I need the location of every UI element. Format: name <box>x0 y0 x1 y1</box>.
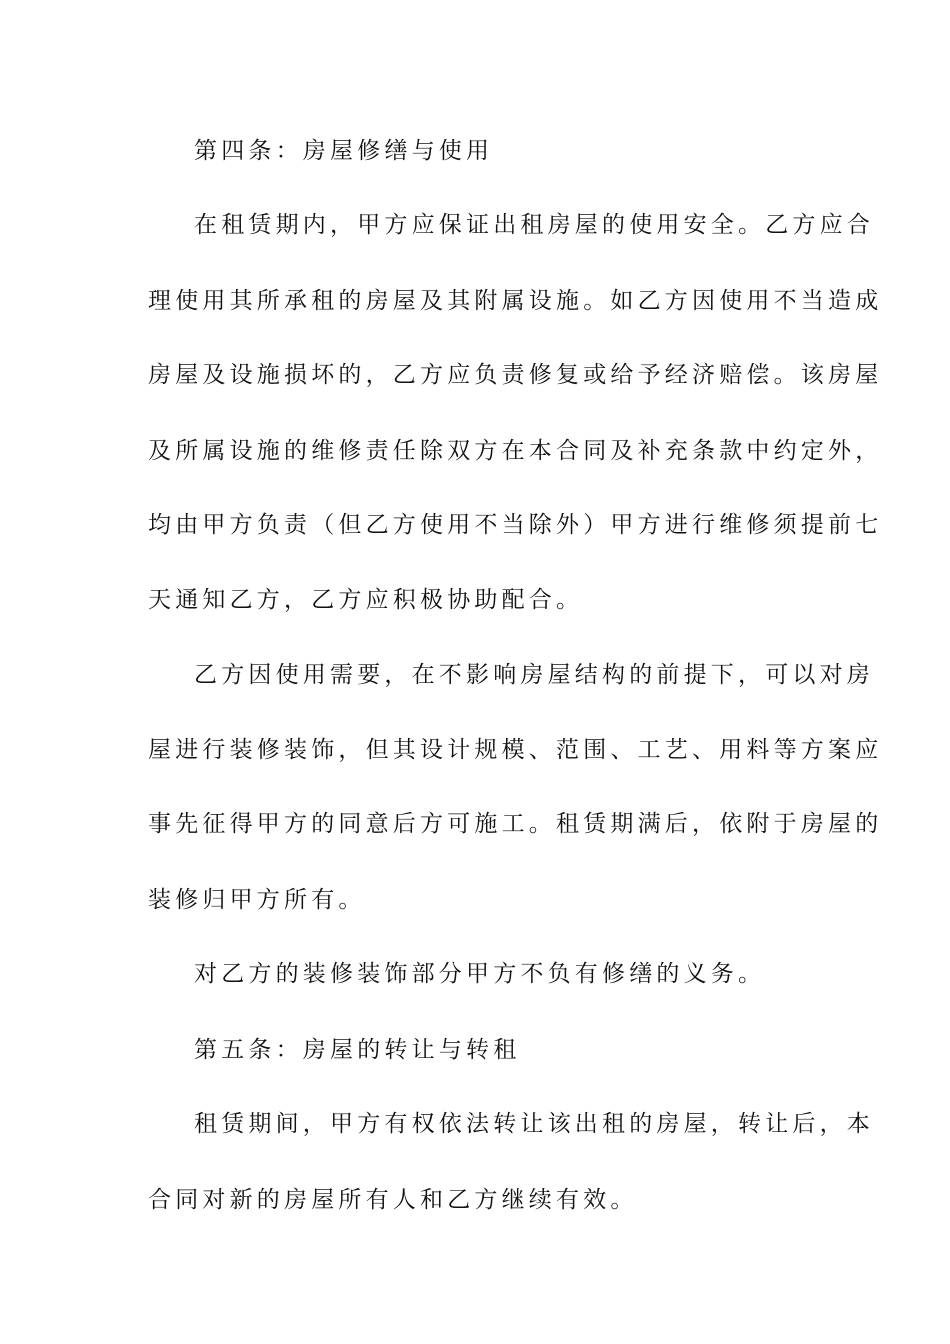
text-line: 合同对新的房屋所有人和乙方继续有效。 <box>148 1187 638 1213</box>
text-line: 事先征得甲方的同意后方可施工。租赁期满后，依附于房屋的 <box>148 811 883 837</box>
text-line: 在租赁期内，甲方应保证出租房屋的使用安全。乙方应合 <box>194 212 874 238</box>
text-line: 均由甲方负责（但乙方使用不当除外）甲方进行维修须提前七 <box>148 512 883 538</box>
section-heading-5: 第五条：房屋的转让与转租 <box>194 1037 521 1063</box>
text-line: 租赁期间，甲方有权依法转让该出租的房屋，转让后，本 <box>194 1111 874 1137</box>
text-line: 天通知乙方，乙方应积极协助配合。 <box>148 587 584 613</box>
text-line: 及所属设施的维修责任除双方在本合同及补充条款中约定外， <box>148 438 883 464</box>
text-line: 屋进行装修装饰，但其设计规模、范围、工艺、用料等方案应 <box>148 737 883 763</box>
text-line: 对乙方的装修装饰部分甲方不负有修缮的义务。 <box>194 961 766 987</box>
section-heading-4: 第四条：房屋修缮与使用 <box>194 138 494 164</box>
text-line: 理使用其所承租的房屋及其附属设施。如乙方因使用不当造成 <box>148 288 883 314</box>
text-line: 乙方因使用需要，在不影响房屋结构的前提下，可以对房 <box>194 662 874 688</box>
text-line: 装修归甲方所有。 <box>148 887 366 913</box>
text-line: 房屋及设施损坏的，乙方应负责修复或给予经济赔偿。该房屋 <box>148 362 883 388</box>
